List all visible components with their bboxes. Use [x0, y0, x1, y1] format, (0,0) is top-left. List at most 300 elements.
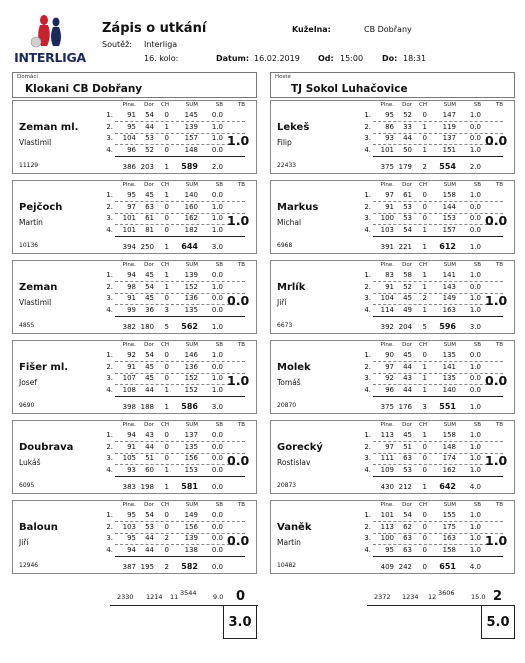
score-cell: 53 — [403, 202, 412, 211]
total-cell: 1 — [164, 163, 169, 171]
row-number: 4. — [364, 145, 371, 154]
row-number: 4. — [364, 385, 371, 394]
total-cell: 430 — [380, 483, 394, 491]
score-cell: 95 — [127, 191, 136, 199]
row-separator — [373, 156, 503, 157]
score-cell: 91 — [127, 111, 136, 119]
column-header: SB — [473, 102, 481, 108]
score-cell: 1.0 — [469, 545, 481, 554]
total-cell: 1 — [164, 243, 169, 251]
score-cell: 157 — [442, 225, 456, 234]
home-player-block — [12, 420, 257, 494]
score-cell: 138 — [184, 545, 198, 554]
player-id: 20870 — [277, 402, 297, 409]
away-total-plne: 2372 — [374, 593, 391, 601]
row-number: 4. — [364, 465, 371, 474]
total-cell: 596 — [439, 322, 456, 331]
score-cell: 99 — [127, 305, 136, 314]
column-header: SB — [215, 182, 223, 188]
score-cell: 152 — [184, 374, 198, 382]
row-number: 2. — [364, 522, 371, 531]
away-team-name: TJ Sokol Luhačovice — [291, 83, 408, 95]
score-cell: 162 — [184, 214, 198, 222]
score-cell: 0.0 — [469, 225, 481, 234]
score-cell: 140 — [184, 191, 198, 199]
score-cell: 1.0 — [211, 134, 223, 142]
column-header: Plne. — [380, 182, 394, 188]
row-number: 1. — [364, 431, 371, 439]
score-cell: 1 — [164, 122, 169, 131]
score-cell: 44 — [145, 545, 154, 554]
score-cell: 136 — [184, 294, 198, 302]
score-cell: 104 — [380, 294, 394, 302]
score-cell: 0 — [164, 145, 169, 154]
score-cell: 1 — [422, 305, 427, 314]
score-cell: 0.0 — [211, 534, 223, 542]
score-cell: 95 — [385, 545, 394, 554]
total-cell: 2 — [422, 163, 427, 171]
score-cell: 101 — [122, 214, 136, 222]
score-cell: 0 — [164, 511, 169, 519]
column-header: TB — [495, 182, 503, 188]
total-cell: 1.0 — [469, 243, 481, 251]
score-cell: 0.0 — [211, 294, 223, 302]
score-cell: 83 — [385, 271, 394, 279]
total-cell: 242 — [398, 563, 412, 571]
score-cell: 0 — [164, 111, 169, 119]
score-cell: 1 — [422, 362, 427, 371]
column-header: SB — [473, 422, 481, 428]
score-cell: 163 — [442, 305, 456, 314]
score-cell: 97 — [385, 191, 394, 199]
total-cell: 188 — [140, 403, 154, 411]
column-header: Plne. — [380, 102, 394, 108]
player-id: 6673 — [277, 322, 293, 329]
score-cell: 158 — [442, 191, 456, 199]
score-cell: 0.0 — [211, 454, 223, 462]
row-number: 2. — [364, 122, 371, 131]
player-points: 1.0 — [227, 373, 250, 388]
total-cell: 391 — [380, 243, 394, 251]
score-cell: 45 — [403, 431, 412, 439]
column-header: CH — [161, 262, 169, 268]
score-cell: 63 — [403, 534, 412, 542]
score-cell: 45 — [145, 271, 154, 279]
score-cell: 113 — [380, 431, 394, 439]
od-label: Od: — [318, 54, 334, 63]
score-cell: 54 — [145, 282, 154, 291]
row-number: 3. — [364, 214, 371, 222]
column-header: TB — [237, 102, 245, 108]
player-points: 0.0 — [485, 133, 508, 148]
score-cell: 162 — [442, 465, 456, 474]
score-cell: 2 — [164, 534, 169, 542]
column-header: CH — [419, 502, 427, 508]
score-cell: 45 — [403, 351, 412, 359]
column-header: SUM — [443, 102, 456, 108]
score-cell: 101 — [122, 225, 136, 234]
player-surname: Zeman ml. — [19, 122, 79, 133]
score-cell: 1 — [164, 385, 169, 394]
total-cell: 562 — [181, 322, 198, 331]
player-first-name: Filip — [277, 138, 292, 147]
score-cell: 1.0 — [469, 465, 481, 474]
column-header: SB — [215, 422, 223, 428]
score-cell: 158 — [442, 431, 456, 439]
score-cell: 98 — [127, 282, 136, 291]
score-cell: 95 — [127, 122, 136, 131]
score-cell: 0 — [164, 202, 169, 211]
total-cell: 375 — [380, 163, 394, 171]
total-cell: 382 — [122, 323, 136, 331]
score-cell: 107 — [122, 374, 136, 382]
score-cell: 1.0 — [211, 351, 223, 359]
total-cell: 250 — [140, 243, 154, 251]
column-header: TB — [495, 502, 503, 508]
score-cell: 135 — [184, 305, 198, 314]
score-cell: 1.0 — [469, 145, 481, 154]
total-cell: 383 — [122, 483, 136, 491]
column-header: CH — [419, 342, 427, 348]
score-cell: 149 — [442, 294, 456, 302]
score-cell: 0.0 — [211, 362, 223, 371]
score-cell: 146 — [184, 351, 198, 359]
away-player-block — [270, 180, 515, 254]
score-cell: 1 — [164, 271, 169, 279]
row-separator — [373, 556, 503, 557]
score-cell: 1.0 — [469, 442, 481, 451]
score-cell: 1.0 — [469, 362, 481, 371]
score-cell: 0 — [164, 351, 169, 359]
row-number: 2. — [106, 442, 113, 451]
score-cell: 96 — [385, 385, 394, 394]
score-cell: 0 — [422, 202, 427, 211]
player-points: 1.0 — [227, 213, 250, 228]
row-number: 3. — [364, 454, 371, 462]
score-cell: 44 — [145, 534, 154, 542]
score-cell: 153 — [184, 465, 198, 474]
score-cell: 139 — [184, 122, 198, 131]
column-header: TB — [237, 262, 245, 268]
home-team-box — [12, 72, 257, 98]
player-points: 1.0 — [485, 453, 508, 468]
column-header: Dor — [144, 262, 154, 268]
player-points: 0.0 — [227, 533, 250, 548]
score-cell: 95 — [385, 111, 394, 119]
score-cell: 157 — [184, 134, 198, 142]
score-cell: 0.0 — [211, 545, 223, 554]
kolo-value: 16. kolo: — [144, 54, 179, 63]
total-cell: 612 — [439, 242, 456, 251]
row-number: 4. — [106, 465, 113, 474]
score-cell: 0 — [164, 134, 169, 142]
column-header: TB — [495, 102, 503, 108]
score-cell: 3 — [164, 305, 169, 314]
score-cell: 91 — [385, 202, 394, 211]
column-header: SUM — [443, 422, 456, 428]
home-total-sum: 3544 — [180, 589, 197, 597]
score-cell: 63 — [403, 454, 412, 462]
row-number: 3. — [106, 454, 113, 462]
column-header: CH — [161, 342, 169, 348]
player-surname: Vaněk — [277, 522, 312, 533]
total-cell: 554 — [439, 162, 456, 171]
score-cell: 155 — [442, 511, 456, 519]
row-number: 4. — [364, 225, 371, 234]
page-title: Zápis o utkání — [102, 21, 207, 36]
player-points: 1.0 — [485, 533, 508, 548]
score-cell: 97 — [385, 362, 394, 371]
away-team-box — [270, 72, 515, 98]
score-cell: 0.0 — [211, 145, 223, 154]
score-cell: 0.0 — [211, 111, 223, 119]
total-cell: 581 — [181, 482, 198, 491]
score-cell: 93 — [385, 134, 394, 142]
column-header: SB — [473, 262, 481, 268]
row-separator — [115, 236, 245, 237]
score-cell: 148 — [442, 442, 456, 451]
score-cell: 1.0 — [211, 202, 223, 211]
datum-value: 16.02.2019 — [254, 54, 300, 63]
score-cell: 119 — [442, 122, 456, 131]
total-cell: 1 — [422, 483, 427, 491]
row-number: 4. — [364, 305, 371, 314]
score-cell: 135 — [184, 442, 198, 451]
score-cell: 103 — [380, 225, 394, 234]
row-number: 2. — [106, 282, 113, 291]
score-cell: 1.0 — [211, 214, 223, 222]
score-cell: 44 — [403, 362, 412, 371]
row-number: 3. — [364, 134, 371, 142]
column-header: Dor — [402, 422, 412, 428]
player-surname: Molek — [277, 362, 311, 373]
column-header: SUM — [185, 262, 198, 268]
home-player-block — [12, 100, 257, 174]
player-surname: Doubrava — [19, 442, 74, 453]
total-cell: 203 — [140, 163, 154, 171]
column-header: SB — [473, 342, 481, 348]
score-cell: 45 — [145, 191, 154, 199]
score-cell: 0.0 — [469, 282, 481, 291]
player-points: 0.0 — [485, 213, 508, 228]
home-team-caption: Domácí — [17, 74, 38, 80]
total-cell: 1 — [164, 403, 169, 411]
score-cell: 1 — [422, 271, 427, 279]
player-first-name: Martin — [277, 538, 301, 547]
score-cell: 1 — [422, 145, 427, 154]
score-cell: 53 — [145, 134, 154, 142]
total-cell: 0.0 — [211, 563, 223, 571]
row-number: 1. — [106, 111, 113, 119]
column-header: Dor — [402, 102, 412, 108]
score-cell: 0.0 — [211, 431, 223, 439]
score-cell: 152 — [184, 385, 198, 394]
home-player-block — [12, 180, 257, 254]
column-header: SB — [473, 182, 481, 188]
column-header: Dor — [402, 182, 412, 188]
score-cell: 1.0 — [469, 294, 481, 302]
score-cell: 0.0 — [469, 134, 481, 142]
score-cell: 149 — [184, 511, 198, 519]
score-cell: 109 — [380, 465, 394, 474]
player-first-name: Vlastimil — [19, 298, 52, 307]
score-cell: 54 — [145, 511, 154, 519]
total-cell: 198 — [140, 483, 154, 491]
player-id: 6095 — [19, 482, 35, 489]
score-cell: 95 — [127, 534, 136, 542]
total-cell: 2.0 — [211, 163, 223, 171]
score-cell: 0.0 — [211, 271, 223, 279]
soutez-value: Interliga — [144, 40, 178, 49]
score-cell: 0 — [164, 545, 169, 554]
row-number: 1. — [364, 351, 371, 359]
score-cell: 50 — [403, 145, 412, 154]
row-number: 3. — [106, 534, 113, 542]
score-cell: 45 — [403, 294, 412, 302]
home-total-dor: 1214 — [146, 593, 163, 601]
player-first-name: Tomáš — [277, 378, 301, 387]
score-cell: 0.0 — [469, 122, 481, 131]
score-cell: 44 — [145, 385, 154, 394]
score-cell: 160 — [184, 202, 198, 211]
kuzelna-label: Kuželna: — [292, 25, 331, 34]
player-id: 20873 — [277, 482, 297, 489]
column-header: Plne. — [122, 342, 136, 348]
score-cell: 1.0 — [469, 271, 481, 279]
row-number: 1. — [106, 431, 113, 439]
home-final-score: 3.0 — [223, 605, 257, 639]
row-separator — [373, 476, 503, 477]
home-team-name: Klokani CB Dobřany — [25, 83, 143, 95]
away-total-sum: 3606 — [438, 589, 455, 597]
column-header: Plne. — [380, 502, 394, 508]
do-value: 18:31 — [403, 54, 427, 63]
row-number: 4. — [106, 545, 113, 554]
row-number: 2. — [106, 522, 113, 531]
score-cell: 139 — [184, 534, 198, 542]
score-cell: 135 — [442, 374, 456, 382]
score-cell: 156 — [184, 522, 198, 531]
row-separator — [115, 316, 245, 317]
score-cell: 1 — [422, 225, 427, 234]
player-surname: Lekeš — [277, 122, 310, 133]
score-cell: 52 — [145, 145, 154, 154]
column-header: Dor — [144, 422, 154, 428]
score-cell: 108 — [122, 385, 136, 394]
score-cell: 137 — [184, 431, 198, 439]
total-cell: 212 — [398, 483, 412, 491]
player-id: 12946 — [19, 562, 39, 569]
score-cell: 0 — [164, 522, 169, 531]
score-cell: 0 — [164, 225, 169, 234]
total-cell: 4.0 — [469, 483, 481, 491]
total-cell: 375 — [380, 403, 394, 411]
score-cell: 45 — [145, 294, 154, 302]
column-header: TB — [495, 262, 503, 268]
total-cell: 3.0 — [211, 403, 223, 411]
player-first-name: Michal — [277, 218, 302, 227]
column-header: CH — [419, 262, 427, 268]
score-cell: 91 — [127, 294, 136, 302]
score-cell: 0 — [422, 534, 427, 542]
score-cell: 52 — [403, 282, 412, 291]
score-cell: 0 — [422, 351, 427, 359]
score-cell: 1 — [422, 385, 427, 394]
score-cell: 45 — [145, 362, 154, 371]
row-number: 1. — [364, 111, 371, 119]
player-surname: Mrlík — [277, 282, 306, 293]
player-surname: Gorecký — [277, 442, 323, 453]
row-number: 3. — [106, 374, 113, 382]
column-header: TB — [495, 342, 503, 348]
player-points: 1.0 — [227, 133, 250, 148]
score-cell: 143 — [442, 282, 456, 291]
total-cell: 179 — [398, 163, 412, 171]
score-cell: 97 — [385, 442, 394, 451]
column-header: Dor — [144, 502, 154, 508]
score-cell: 111 — [380, 454, 394, 462]
row-number: 2. — [106, 122, 113, 131]
score-cell: 0.0 — [211, 465, 223, 474]
score-cell: 53 — [403, 465, 412, 474]
score-cell: 1.0 — [211, 374, 223, 382]
score-cell: 139 — [184, 271, 198, 279]
row-separator — [373, 236, 503, 237]
row-number: 2. — [364, 362, 371, 371]
column-header: TB — [237, 342, 245, 348]
score-cell: 1.0 — [469, 522, 481, 531]
player-first-name: Rostislav — [277, 458, 311, 467]
score-cell: 0 — [422, 454, 427, 462]
row-number: 3. — [106, 214, 113, 222]
away-player-block — [270, 420, 515, 494]
score-cell: 54 — [403, 225, 412, 234]
score-cell: 1 — [422, 282, 427, 291]
score-cell: 33 — [403, 122, 412, 131]
score-cell: 58 — [403, 271, 412, 279]
score-cell: 1.0 — [469, 454, 481, 462]
score-cell: 1.0 — [469, 511, 481, 519]
score-cell: 1.0 — [469, 191, 481, 199]
score-cell: 94 — [127, 431, 136, 439]
player-surname: Zeman — [19, 282, 58, 293]
column-header: Plne. — [380, 422, 394, 428]
row-separator — [115, 556, 245, 557]
score-cell: 100 — [380, 534, 394, 542]
row-number: 1. — [364, 511, 371, 519]
score-cell: 44 — [403, 385, 412, 394]
home-total-plne: 2330 — [117, 593, 134, 601]
player-first-name: Martin — [19, 218, 43, 227]
score-cell: 0 — [164, 374, 169, 382]
score-cell: 91 — [127, 442, 136, 451]
total-cell: 651 — [439, 562, 456, 571]
row-number: 2. — [364, 202, 371, 211]
row-separator — [115, 396, 245, 397]
score-cell: 44 — [403, 134, 412, 142]
column-header: SUM — [443, 262, 456, 268]
score-cell: 1.0 — [469, 305, 481, 314]
away-player-block — [270, 100, 515, 174]
player-id: 9690 — [19, 402, 35, 409]
away-total-sb: 15.0 — [471, 593, 486, 601]
score-cell: 1 — [164, 282, 169, 291]
column-header: SB — [215, 102, 223, 108]
score-cell: 156 — [184, 454, 198, 462]
score-cell: 0 — [164, 454, 169, 462]
score-cell: 1.0 — [469, 534, 481, 542]
total-cell: 586 — [181, 402, 198, 411]
